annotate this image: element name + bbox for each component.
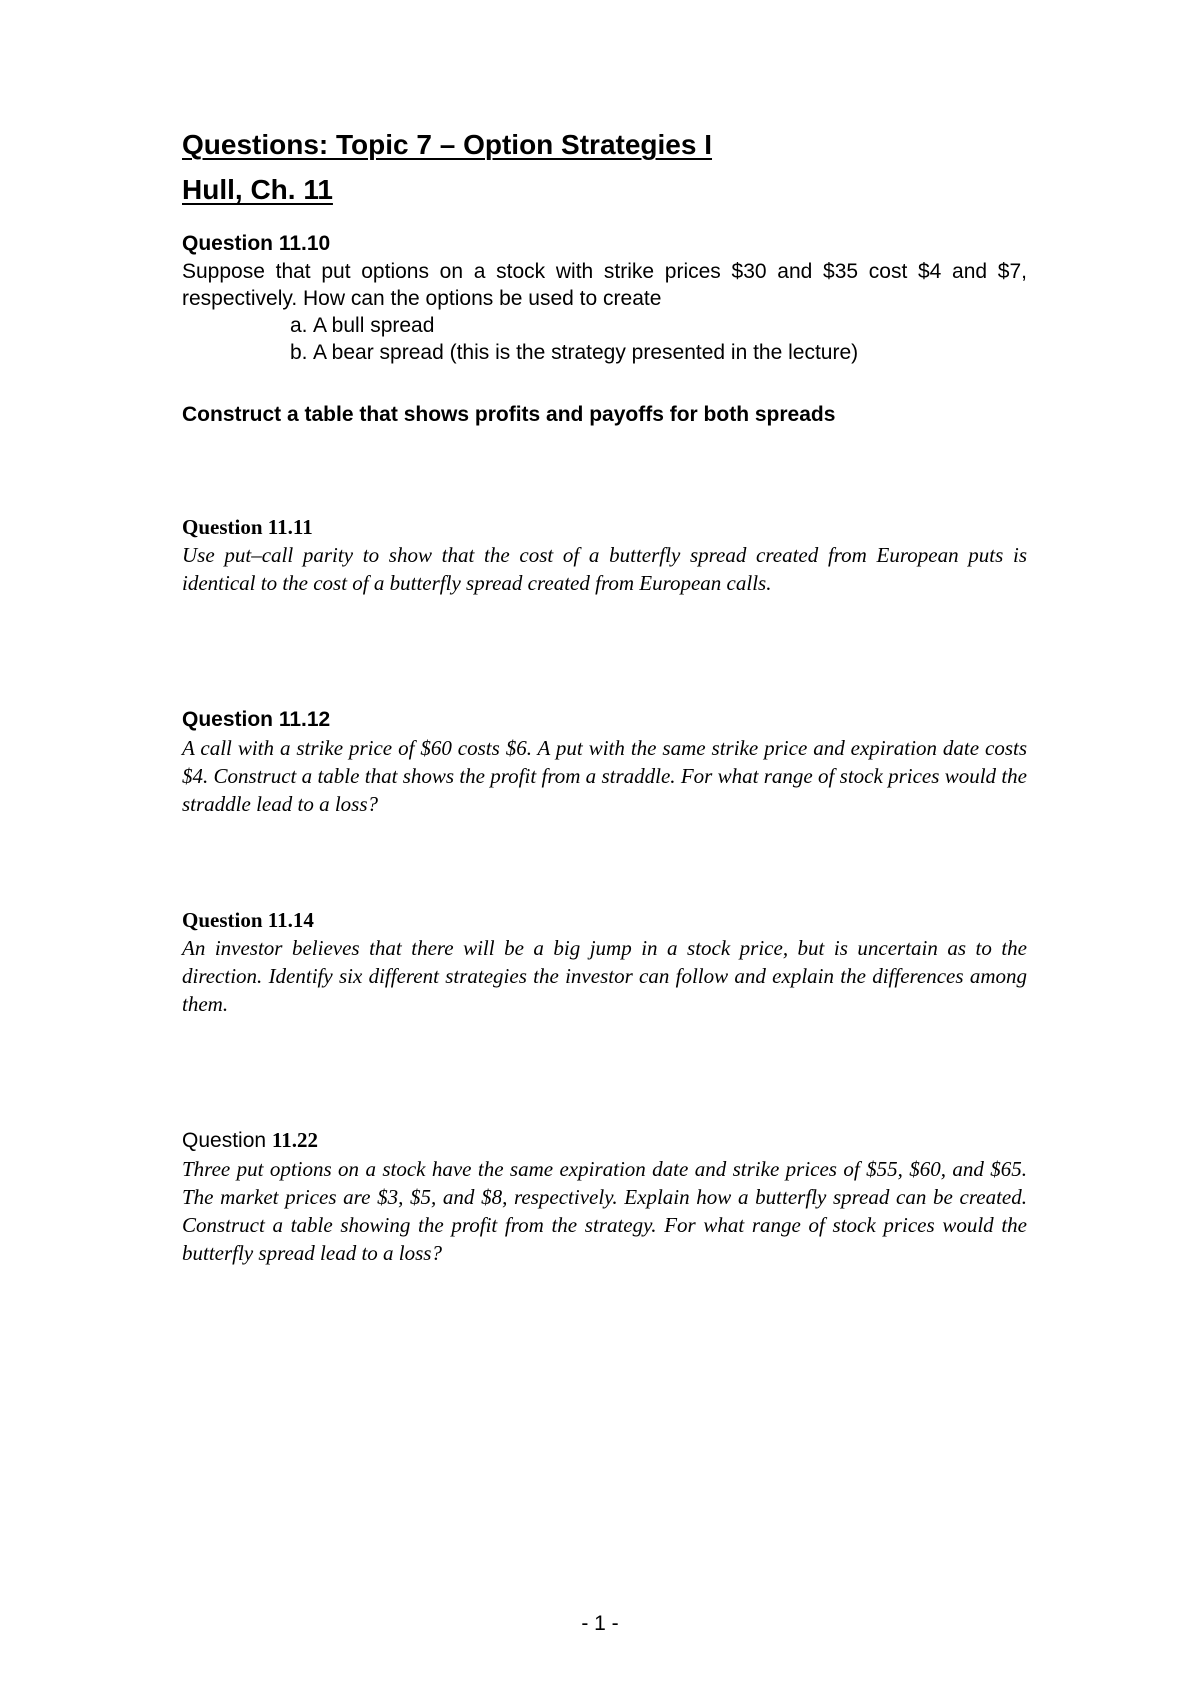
question-11-14 [182, 906, 1027, 1018]
list-item-text: A bull spread [313, 314, 435, 337]
question-heading-number: 11.22 [271, 1128, 318, 1152]
question-body: A call with a strike price of $60 costs $6. A put with the same strike price and expiration date costs $4. Construct a table that shows the profit from a straddle. For what range of stock prices would the straddle lead to a loss? [182, 736, 1027, 816]
question-11-11 [182, 513, 1027, 597]
question-11-22 [182, 1126, 1027, 1267]
page-title: Questions: Topic 7 – Option Strategies I [182, 129, 713, 160]
list-item-text: A bear spread (this is the strategy presented in the lecture) [313, 341, 859, 364]
question-heading-prefix: Question [182, 1129, 267, 1152]
page-subtitle: Hull, Ch. 11 [182, 174, 333, 205]
question-body: Three put options on a stock have the same expiration date and strike prices of $55, $60, and $65. The market prices are $3, $5, and $8, respectively. Explain how a butterfly spread can be created. Construct a table showing the profit from the strategy. For what range of stock prices would the butterfly spread lead to a loss? [182, 1157, 1027, 1265]
question-heading: Question 11.14 [182, 908, 314, 932]
question-sub-list [182, 312, 1027, 366]
page-number: - 1 - [581, 1612, 619, 1635]
list-item [182, 339, 1027, 366]
question-heading [182, 1126, 1027, 1155]
question-heading: Question 11.10 [182, 232, 331, 255]
question-body: Suppose that put options on a stock with strike prices $30 and $35 cost $4 and $7, respectively. How can the options be used to create [182, 260, 1027, 310]
question-11-10 [182, 230, 1027, 366]
list-item-marker: a. [290, 314, 308, 337]
question-body: Use put–call parity to show that the cost of a butterfly spread created from European puts is identical to the cost of a butterfly spread created from European calls. [182, 543, 1027, 595]
question-heading: Question 11.12 [182, 708, 331, 731]
question-heading: Question 11.11 [182, 515, 313, 539]
list-item [182, 312, 1027, 339]
question-11-12 [182, 706, 1027, 818]
question-instruction: Construct a table that shows profits and payoffs for both spreads [182, 403, 836, 426]
question-body: An investor believes that there will be a big jump in a stock price, but is uncertain as to the direction. Identify six different strategies the investor can follow and explain the differences among them. [182, 936, 1027, 1016]
list-item-marker: b. [290, 341, 308, 364]
